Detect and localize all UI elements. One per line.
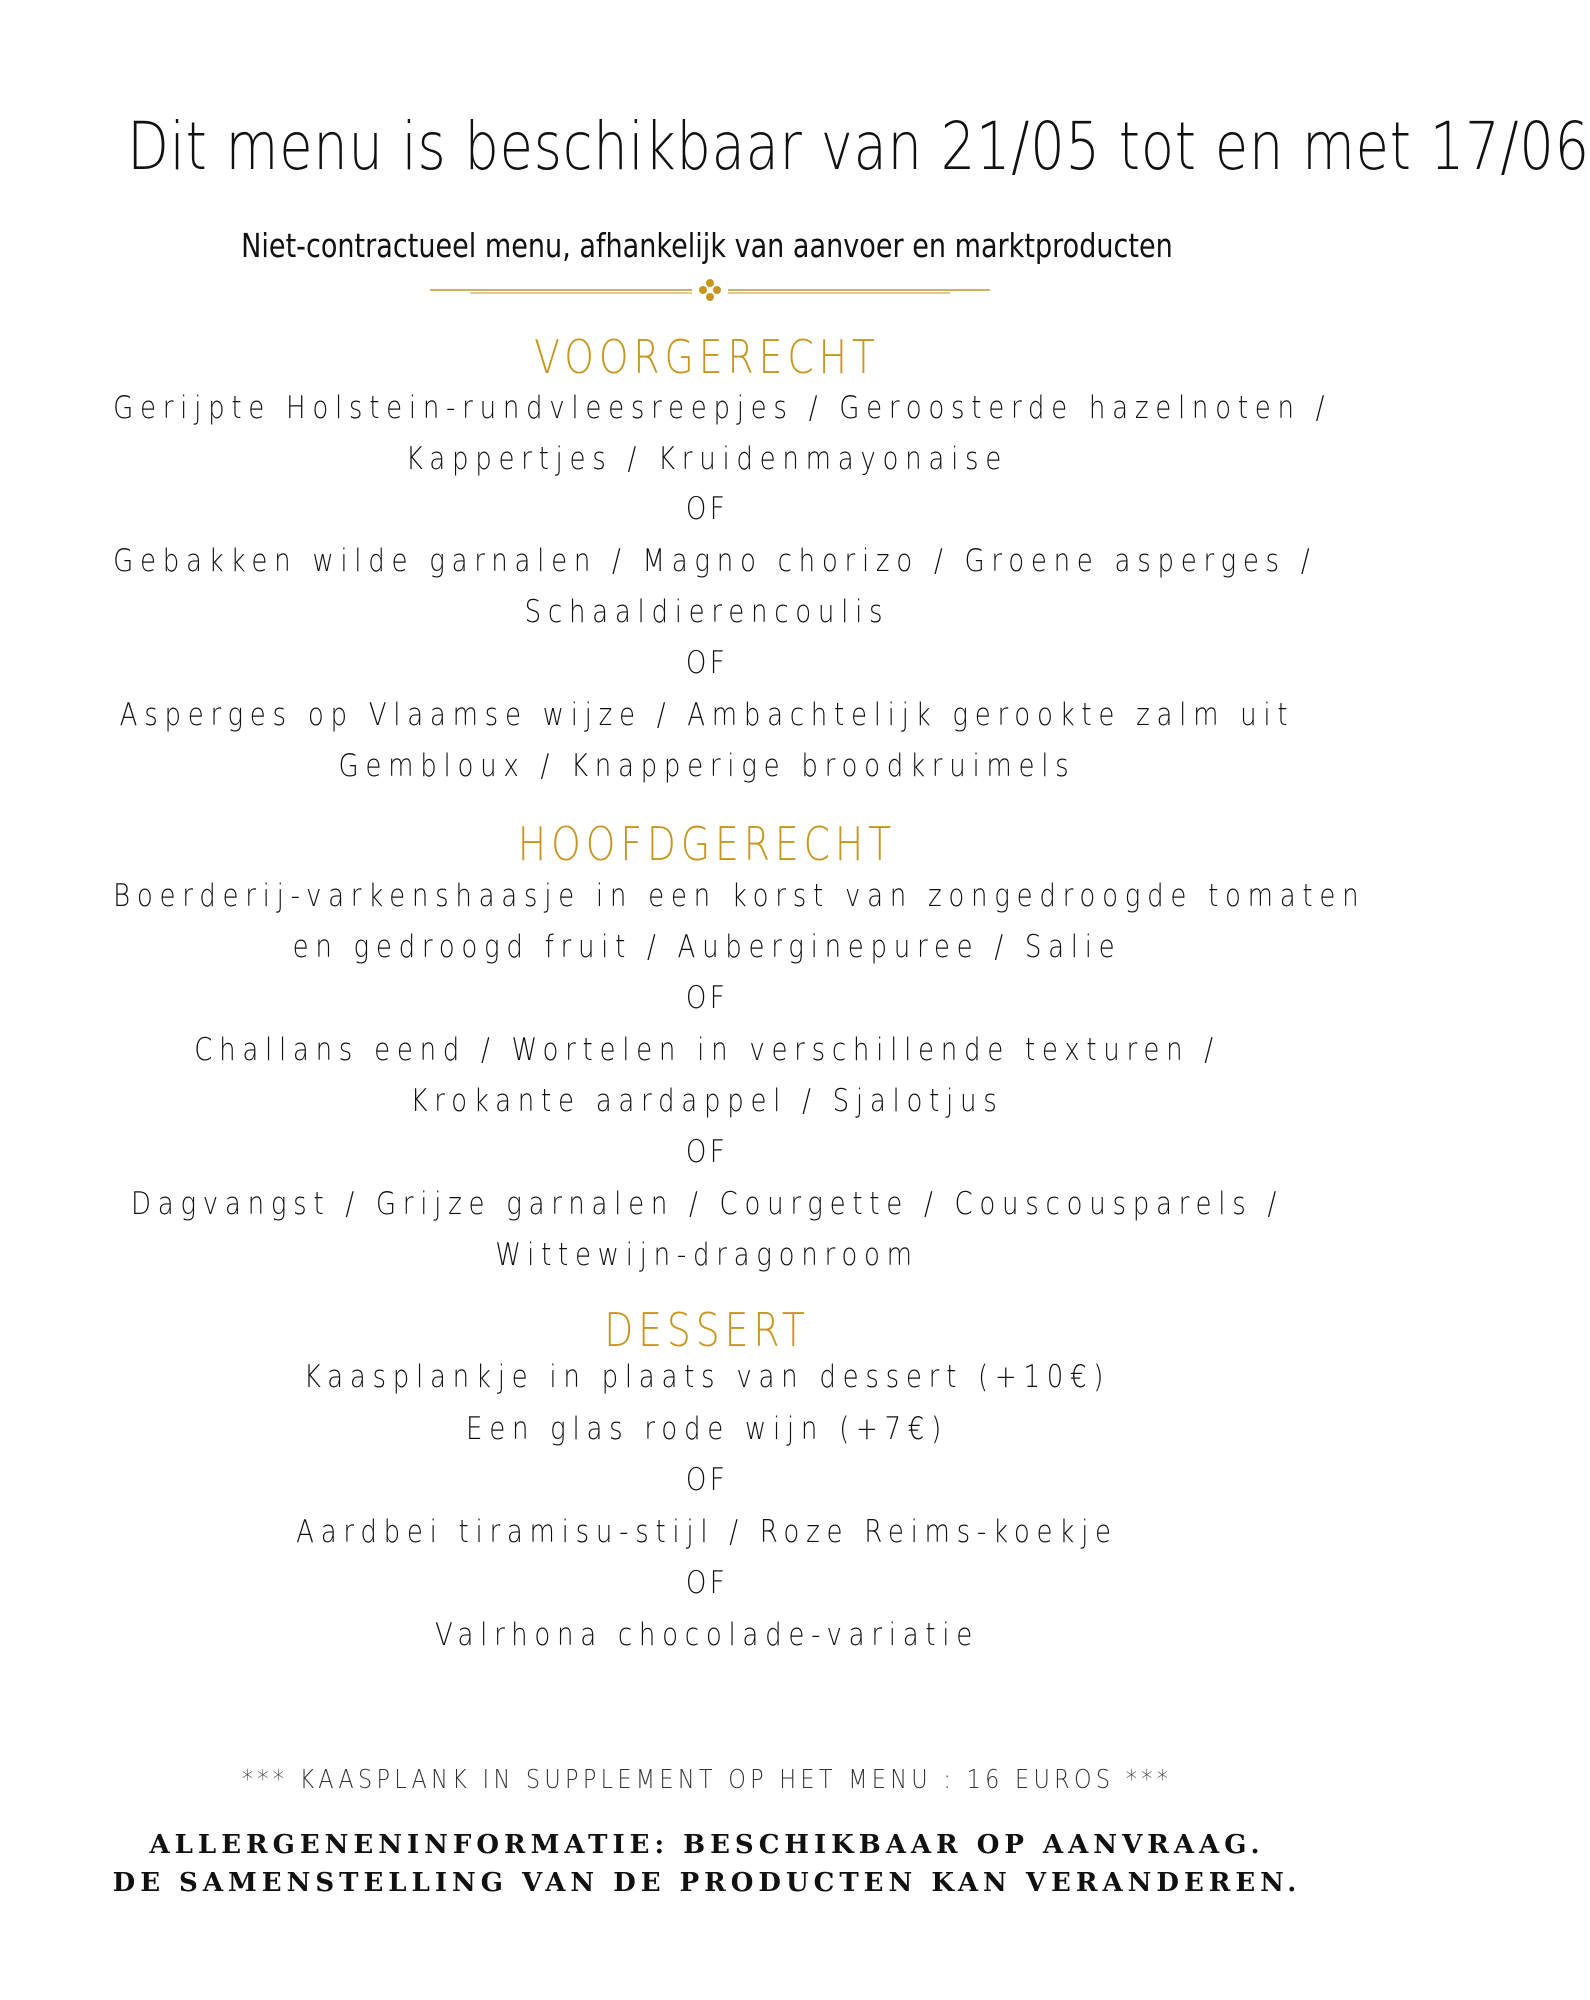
menu-line: Aardbei tiramisu-stijl / Roze Reims-koekje xyxy=(296,1514,1118,1550)
menu-line: en gedroogd fruit / Auberginepuree / Salie xyxy=(292,929,1122,965)
menu-line: Dagvangst / Grijze garnalen / Courgette / Couscousparels / xyxy=(131,1186,1283,1222)
menu-separator-of: OF xyxy=(685,1565,729,1601)
composition-notice: DE SAMENSTELLING VAN DE PRODUCTEN KAN VERANDEREN. xyxy=(112,1868,1302,1898)
section-title-hoofdgerecht: HOOFDGERECHT xyxy=(517,817,897,871)
menu-line: Een glas rode wijn (+7€) xyxy=(466,1411,948,1447)
menu-separator-of: OF xyxy=(685,1462,729,1498)
menu-separator-of: OF xyxy=(685,645,729,681)
menu-line: Kaasplankje in plaats van dessert (+10€) xyxy=(303,1359,1111,1395)
supplement-note: *** KAASPLANK IN SUPPLEMENT OP HET MENU : 16 EUROS *** xyxy=(241,1765,1173,1795)
menu-separator-of: OF xyxy=(685,1134,729,1170)
menu-line: Gerijpte Holstein-rundvleesreepjes / Geroosterde hazelnoten / xyxy=(113,390,1332,426)
menu-separator-of: OF xyxy=(685,491,729,527)
menu-separator-of: OF xyxy=(685,980,729,1016)
menu-line: Boerderij-varkenshaasje in een korst van zongedroogde tomaten xyxy=(113,878,1366,914)
menu-line: Kappertjes / Kruidenmayonaise xyxy=(405,441,1009,477)
section-title-voorgerecht: VOORGERECHT xyxy=(534,330,880,384)
menu-line: Valrhona chocolade-variatie xyxy=(434,1617,980,1653)
menu-line: Wittewijn-dragonroom xyxy=(495,1237,919,1273)
menu-line: Schaaldierencoulis xyxy=(524,594,890,630)
menu-line: Asperges op Vlaamse wijze / Ambachtelijk gerookte zalm uit xyxy=(119,697,1295,733)
allergen-info: ALLERGENENINFORMATIE: BESCHIKBAAR OP AANVRAAG. xyxy=(149,1830,1265,1860)
page-title: Dit menu is beschikbaar van 21/05 tot en met 17/06 xyxy=(127,108,1590,185)
menu-line: Gebakken wilde garnalen / Magno chorizo / Groene asperges / xyxy=(113,543,1317,579)
section-title-dessert: DESSERT xyxy=(604,1303,810,1357)
menu-line: Krokante aardappel / Sjalotjus xyxy=(410,1083,1004,1119)
menu-line: Gembloux / Knapperige broodkruimels xyxy=(338,748,1076,784)
menu-line: Challans eend / Wortelen in verschillende texturen / xyxy=(194,1032,1220,1068)
page-subtitle: Niet-contractueel menu, afhankelijk van aanvoer en marktproducten xyxy=(241,226,1173,265)
fleur-ornament-icon xyxy=(430,278,990,302)
